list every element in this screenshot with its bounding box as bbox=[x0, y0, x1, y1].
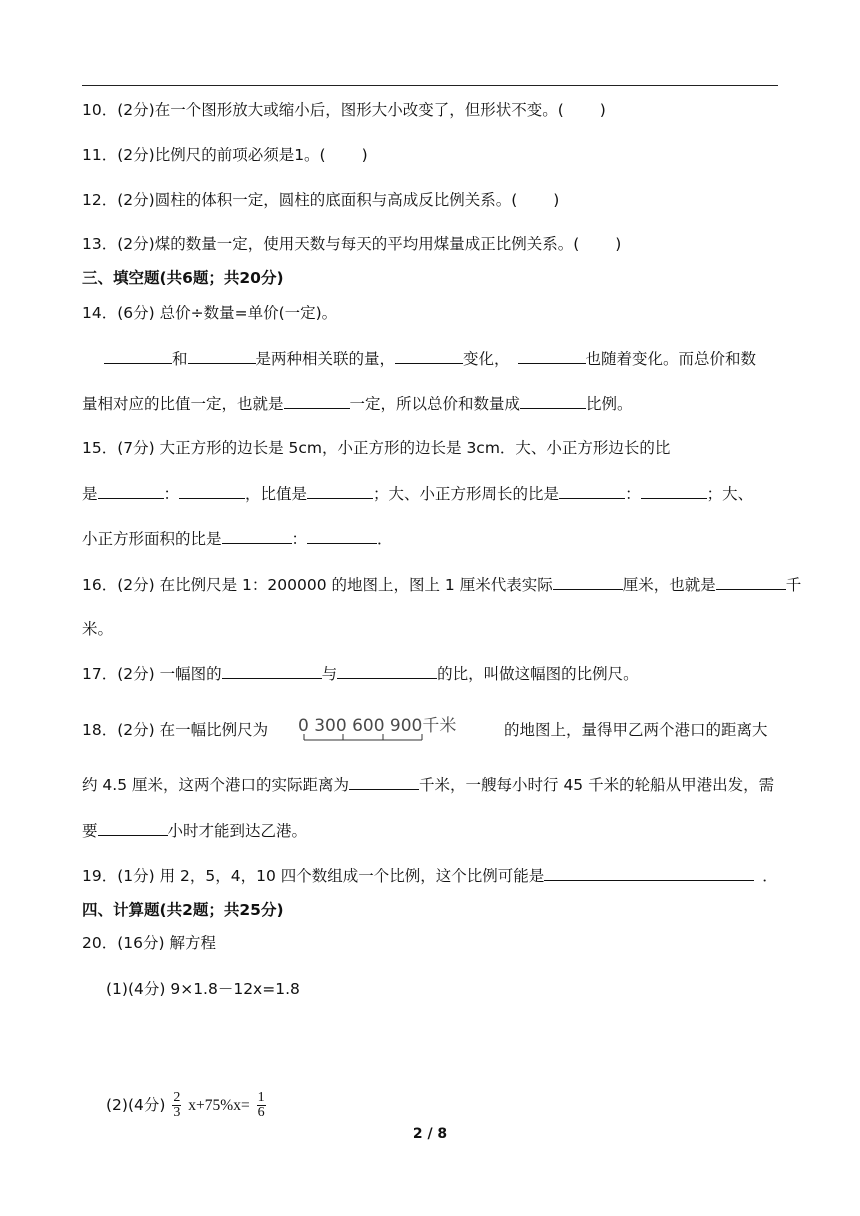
question-16-line-2: 米。 bbox=[82, 620, 114, 638]
answer-blank[interactable] bbox=[337, 664, 437, 679]
question-13: 13．(2分)煤的数量一定，使用天数与每天的平均用煤量成正比例关系。( ) bbox=[82, 235, 622, 253]
answer-blank[interactable] bbox=[349, 775, 419, 790]
question-15-line-1: 是 ： ，比值是 ；大、小正方形周长的比是 ： ；大、 bbox=[82, 485, 754, 503]
question-10: 10．(2分)在一个图形放大或缩小后，图形大小改变了，但形状不变。( ) bbox=[82, 101, 606, 119]
answer-blank[interactable] bbox=[520, 394, 586, 409]
scale-bar-figure bbox=[298, 716, 488, 742]
answer-blank[interactable] bbox=[518, 349, 586, 364]
question-20-part-1: (1)(4分) 9×1.8－12x=1.8 bbox=[106, 980, 300, 998]
question-14-line-1: 和 是两种相关联的量， 变化， 也随着变化。而总价和数 bbox=[104, 349, 756, 369]
question-17: 17．(2分) 一幅图的 与 的比，叫做这幅图的比例尺。 bbox=[82, 665, 639, 683]
answer-blank[interactable] bbox=[559, 484, 625, 499]
question-11: 11．(2分)比例尺的前项必须是1。( ) bbox=[82, 146, 368, 164]
answer-blank[interactable] bbox=[222, 529, 292, 544]
answer-blank[interactable] bbox=[553, 575, 623, 590]
question-14-line-2: 量相对应的比值一定，也就是 一定，所以总价和数量成 比例。 bbox=[82, 395, 633, 413]
page-number: 2 / 8 bbox=[412, 1126, 448, 1142]
question-18-head: 18．(2分) 在一幅比例尺为 bbox=[82, 721, 269, 739]
fraction-two-thirds: $\frac{2}{3}$ bbox=[173, 1090, 181, 1120]
answer-blank[interactable] bbox=[222, 664, 322, 679]
answer-blank[interactable] bbox=[641, 484, 707, 499]
answer-blank[interactable] bbox=[98, 484, 164, 499]
answer-blank[interactable] bbox=[307, 529, 377, 544]
answer-blank[interactable] bbox=[98, 821, 168, 836]
question-15-line-2: 小正方形面积的比是 ： ． bbox=[82, 530, 393, 548]
fraction-one-sixth: $\frac{1}{6}$ bbox=[257, 1090, 265, 1120]
answer-blank[interactable] bbox=[284, 394, 350, 409]
answer-blank[interactable] bbox=[104, 349, 172, 364]
question-12: 12．(2分)圆柱的体积一定，圆柱的底面积与高成反比例关系。( ) bbox=[82, 191, 560, 209]
answer-blank[interactable] bbox=[395, 349, 463, 364]
question-18-line-3: 要 小时才能到达乙港。 bbox=[82, 822, 308, 840]
scale-bar-label: 0 300 600 900千米 bbox=[298, 716, 457, 736]
answer-blank[interactable] bbox=[544, 866, 754, 881]
answer-blank[interactable] bbox=[716, 575, 786, 590]
question-20-head: 20．(16分) 解方程 bbox=[82, 934, 216, 952]
section-4-title: 四、计算题(共2题；共25分) bbox=[82, 901, 284, 919]
answer-blank[interactable] bbox=[307, 484, 373, 499]
question-18-line-2: 约 4.5 厘米，这两个港口的实际距离为 千米，一艘每小时行 45 千米的轮船从甲港出发，需 bbox=[82, 776, 775, 794]
question-20-part-2: (2)(4分) $\frac{2}{3}$ x+75%x= $\frac{1}{6}$ bbox=[106, 1090, 265, 1120]
question-19: 19．(1分) 用 2，5，4，10 四个数组成一个比例，这个比例可能是 ． bbox=[82, 867, 778, 885]
question-14-head: 14．(6分) 总价÷数量=单价(一定)。 bbox=[82, 304, 338, 322]
section-3-title: 三、填空题(共6题；共20分) bbox=[82, 269, 284, 287]
question-18-tail: 的地图上，量得甲乙两个港口的距离大 bbox=[504, 721, 768, 739]
answer-blank[interactable] bbox=[179, 484, 245, 499]
header-rule bbox=[82, 85, 778, 86]
question-15-head: 15．(7分) 大正方形的边长是 5cm，小正方形的边长是 3cm．大、小正方形边长的比 bbox=[82, 439, 671, 457]
answer-blank[interactable] bbox=[188, 349, 256, 364]
question-16-line-1: 16．(2分) 在比例尺是 1：200000 的地图上，图上 1 厘米代表实际 厘米，也就是 千 bbox=[82, 576, 802, 594]
